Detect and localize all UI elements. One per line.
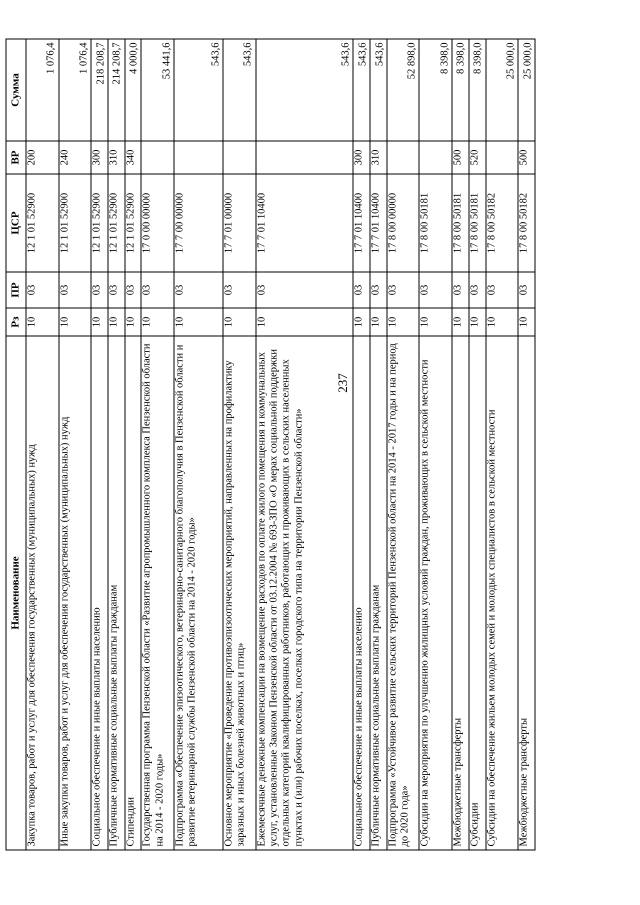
cell-sum: 218 208,7 <box>91 39 108 141</box>
cell-rz: 10 <box>174 308 223 336</box>
cell-rz: 10 <box>486 308 519 336</box>
table-row <box>370 39 387 850</box>
cell-pr: 03 <box>370 272 387 308</box>
cell-sum: 543,6 <box>256 39 354 141</box>
cell-vr: 340 <box>125 141 142 174</box>
cell-vr: 310 <box>108 141 125 174</box>
cell-pr: 03 <box>419 272 452 308</box>
cell-rz: 10 <box>419 308 452 336</box>
cell-name: Межбюджетные трансферты <box>518 336 535 850</box>
table-row <box>419 39 452 850</box>
cell-name: Публичные нормативные социальные выплаты гражданам <box>370 336 387 850</box>
cell-vr <box>174 141 223 174</box>
cell-pr: 03 <box>91 272 108 308</box>
cell-sum: 4 000,0 <box>125 39 142 141</box>
cell-csr: 17 7 00 00000 <box>174 174 223 272</box>
table-row <box>174 39 223 850</box>
cell-csr: 17 7 01 10400 <box>353 174 370 272</box>
cell-sum: 8 398,0 <box>419 39 452 141</box>
cell-rz: 10 <box>26 308 59 336</box>
cell-pr: 03 <box>452 272 469 308</box>
budget-table <box>6 39 536 851</box>
cell-csr: 17 8 00 50182 <box>486 174 519 272</box>
cell-name: Ежемесячные денежные компенсации на возмещение расходов по оплате жилого помещения и коммунальных услуг, установленные Законом Пензенской области от 03.12.2004 № 693-ЗПО «О мерах социальной поддержки отдельных категорий квалифицированных работников, работающих и проживающих в сельских населенных пунктах и (или) рабочих поселках, поселках городского типа на территории Пензенской области» <box>256 336 354 850</box>
cell-name: Стипендии <box>125 336 142 850</box>
cell-csr: 17 0 00 00000 <box>141 174 174 272</box>
cell-sum: 52 898,0 <box>387 39 420 141</box>
cell-sum: 53 441,6 <box>141 39 174 141</box>
cell-csr: 17 8 00 50181 <box>469 174 486 272</box>
cell-name: Субсидии на обеспечение жильем молодых семей и молодых специалистов в сельской местности <box>486 336 519 850</box>
cell-pr: 03 <box>469 272 486 308</box>
cell-sum: 543,6 <box>223 39 256 141</box>
table-row <box>518 39 535 850</box>
cell-name: Основное мероприятие «Проведение противоэпизоотических мероприятий, направленных на профилактику заразных и иных болезней животных и птиц» <box>223 336 256 850</box>
table-row <box>353 39 370 850</box>
cell-name: Государственная программа Пензенской области «Развитие агропромышленного комплекса Пензенской области на 2014 - 2020 годы» <box>141 336 174 850</box>
cell-pr: 03 <box>256 272 354 308</box>
cell-vr: 500 <box>452 141 469 174</box>
cell-sum: 25 000,0 <box>486 39 519 141</box>
cell-pr: 03 <box>486 272 519 308</box>
cell-sum: 8 398,0 <box>469 39 486 141</box>
table-row <box>223 39 256 850</box>
header-rz: Рз <box>6 308 26 336</box>
cell-name: Закупка товаров, работ и услуг для обеспечения государственных (муниципальных) нужд <box>26 336 59 850</box>
cell-rz: 10 <box>141 308 174 336</box>
cell-rz: 10 <box>125 308 142 336</box>
cell-csr: 12 1 01 52900 <box>26 174 59 272</box>
cell-rz: 10 <box>370 308 387 336</box>
table-row <box>108 39 125 850</box>
budget-table-rotated <box>6 40 536 851</box>
cell-sum: 543,6 <box>353 39 370 141</box>
cell-sum: 8 398,0 <box>452 39 469 141</box>
cell-name: Подпрограмма «Устойчивое развитие сельских территорий Пензенской области на 2014 - 2017 годы и на период до 2020 года» <box>387 336 420 850</box>
cell-vr: 500 <box>518 141 535 174</box>
cell-rz: 10 <box>91 308 108 336</box>
cell-vr: 200 <box>26 141 59 174</box>
cell-pr: 03 <box>174 272 223 308</box>
cell-vr <box>256 141 354 174</box>
table-row <box>469 39 486 850</box>
cell-vr <box>141 141 174 174</box>
cell-vr: 300 <box>353 141 370 174</box>
cell-csr: 17 8 00 50181 <box>419 174 452 272</box>
cell-sum: 543,6 <box>370 39 387 141</box>
cell-vr: 240 <box>59 141 92 174</box>
header-name: Наименование <box>6 336 26 850</box>
cell-rz: 10 <box>108 308 125 336</box>
cell-sum: 1 076,4 <box>26 39 59 141</box>
cell-csr: 17 7 01 10400 <box>370 174 387 272</box>
table-row <box>141 39 174 850</box>
cell-pr: 03 <box>353 272 370 308</box>
cell-sum: 25 000,0 <box>518 39 535 141</box>
cell-name: Субсидии <box>469 336 486 850</box>
table-row <box>452 39 469 850</box>
cell-rz: 10 <box>452 308 469 336</box>
cell-name: Межбюджетные трансферты <box>452 336 469 850</box>
cell-vr <box>387 141 420 174</box>
cell-pr: 03 <box>223 272 256 308</box>
cell-vr <box>419 141 452 174</box>
cell-rz: 10 <box>256 308 354 336</box>
cell-pr: 03 <box>518 272 535 308</box>
cell-csr: 12 1 01 52900 <box>125 174 142 272</box>
cell-csr: 12 1 01 52900 <box>91 174 108 272</box>
cell-name: Социальное обеспечение и иные выплаты населению <box>91 336 108 850</box>
table-row <box>59 39 92 850</box>
cell-csr: 12 1 01 52900 <box>59 174 92 272</box>
cell-vr: 300 <box>91 141 108 174</box>
cell-csr: 17 8 00 00000 <box>387 174 420 272</box>
cell-sum: 543,6 <box>174 39 223 141</box>
cell-rz: 10 <box>223 308 256 336</box>
cell-name: Иные закупки товаров, работ и услуг для обеспечения государственных (муниципальных) нужд <box>59 336 92 850</box>
table-row <box>26 39 59 850</box>
header-csr: ЦСР <box>6 174 26 272</box>
cell-vr: 310 <box>370 141 387 174</box>
cell-sum: 1 076,4 <box>59 39 92 141</box>
cell-pr: 03 <box>26 272 59 308</box>
cell-pr: 03 <box>387 272 420 308</box>
header-sum: Сумма <box>6 39 26 141</box>
cell-vr: 520 <box>469 141 486 174</box>
table-header-row <box>6 39 26 850</box>
cell-pr: 03 <box>141 272 174 308</box>
cell-name: Подпрограмма «Обеспечение эпизоотического, ветеринарно-санитарного благополучия в Пензенской области и развитие ветеринарной службы Пензенской области на 2014 - 2020 годы» <box>174 336 223 850</box>
table-row <box>387 39 420 850</box>
cell-rz: 10 <box>518 308 535 336</box>
cell-sum: 214 208,7 <box>108 39 125 141</box>
table-row <box>256 39 354 850</box>
header-pr: ПР <box>6 272 26 308</box>
cell-pr: 03 <box>125 272 142 308</box>
cell-rz: 10 <box>59 308 92 336</box>
table-row <box>91 39 108 850</box>
cell-csr: 17 7 01 10400 <box>256 174 354 272</box>
cell-pr: 03 <box>108 272 125 308</box>
cell-rz: 10 <box>469 308 486 336</box>
cell-name: Публичные нормативные социальные выплаты гражданам <box>108 336 125 850</box>
cell-csr: 17 8 00 50182 <box>518 174 535 272</box>
table-row <box>486 39 519 850</box>
page-number: 237 <box>335 373 350 393</box>
cell-csr: 17 7 01 00000 <box>223 174 256 272</box>
header-vr: ВР <box>6 141 26 174</box>
table-row <box>125 39 142 850</box>
cell-vr <box>223 141 256 174</box>
cell-vr <box>486 141 519 174</box>
cell-name: Социальное обеспечение и иные выплаты населению <box>353 336 370 850</box>
cell-rz: 10 <box>353 308 370 336</box>
cell-csr: 17 8 00 50181 <box>452 174 469 272</box>
cell-name: Субсидии на мероприятия по улучшению жилищных условий граждан, проживающих в сельской местности <box>419 336 452 850</box>
cell-csr: 12 1 01 52900 <box>108 174 125 272</box>
cell-rz: 10 <box>387 308 420 336</box>
cell-pr: 03 <box>59 272 92 308</box>
